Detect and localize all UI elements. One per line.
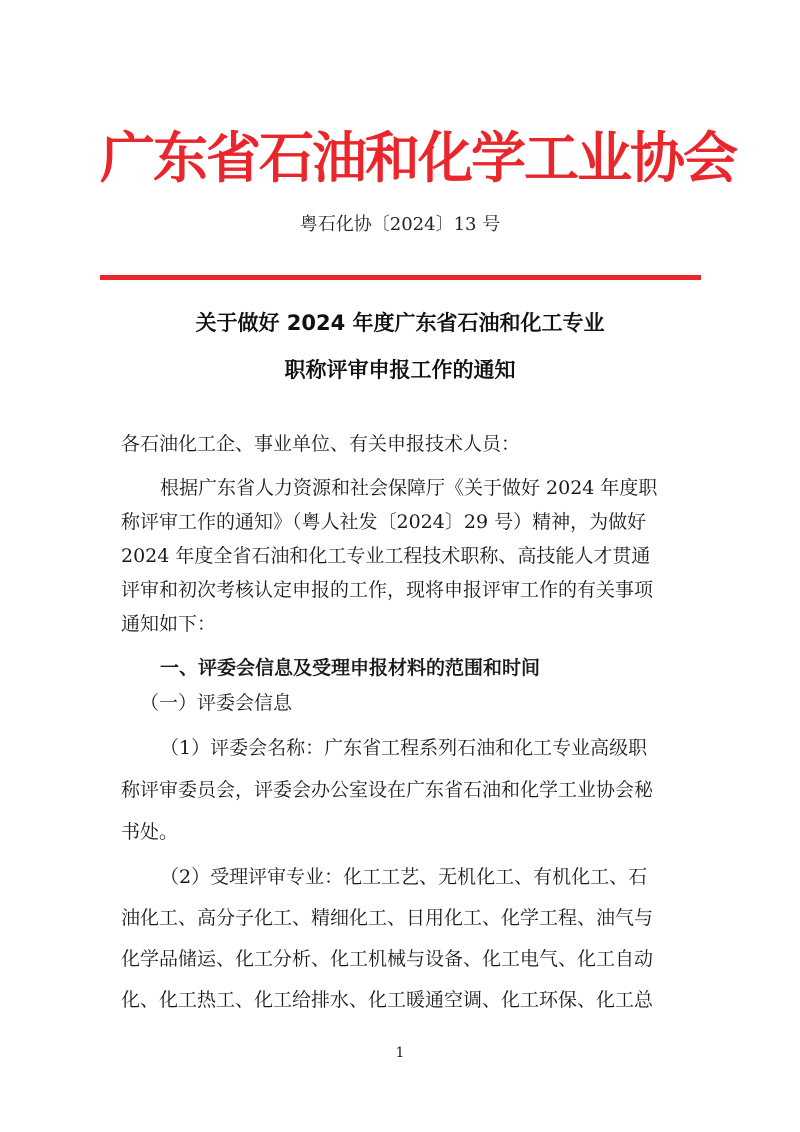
subsection-1-heading: （一）评委会信息 bbox=[140, 692, 293, 714]
item-2-line-3: 化学品储运、化工分析、化工机械与设备、化工电气、化工自动 bbox=[121, 948, 654, 970]
notice-title-line-1: 关于做好 2024 年度广东省石油和化工专业 bbox=[195, 311, 605, 335]
item-2-line-2: 油化工、高分子化工、精细化工、日用化工、化学工程、油气与 bbox=[121, 907, 654, 929]
intro-line-3: 2024 年度全省石油和化工专业工程技术职称、高技能人才贯通 bbox=[121, 545, 651, 567]
item-2-line-4: 化、化工热工、化工给排水、化工暖通空调、化工环保、化工总 bbox=[121, 989, 654, 1011]
red-divider bbox=[100, 275, 701, 280]
intro-line-4: 评审和初次考核认定申报的工作，现将申报评审工作的有关事项 bbox=[121, 579, 654, 601]
intro-line-5: 通知如下： bbox=[121, 613, 217, 635]
organization-letterhead: 广东省石油和化学工业协会 bbox=[100, 125, 737, 190]
section-1-heading: 一、评委会信息及受理申报材料的范围和时间 bbox=[160, 657, 541, 679]
intro-line-1: 根据广东省人力资源和社会保障厅《关于做好 2024 年度职 bbox=[160, 477, 658, 499]
notice-title-line-2: 职称评审申报工作的通知 bbox=[284, 358, 516, 382]
item-2-line-1: （2）受理评审专业：化工工艺、无机化工、有机化工、石 bbox=[160, 866, 648, 888]
item-1-line-2: 称评审委员会，评委会办公室设在广东省石油和化学工业协会秘 bbox=[121, 779, 654, 801]
intro-line-2: 称评审工作的通知》（粤人社发〔2024〕29 号）精神，为做好 bbox=[121, 511, 647, 533]
page-number: 1 bbox=[395, 1045, 405, 1061]
document-number: 粤石化协〔2024〕13 号 bbox=[299, 214, 501, 235]
item-1-line-1: （1）评委会名称：广东省工程系列石油和化工专业高级职 bbox=[160, 737, 648, 759]
salutation: 各石油化工企、事业单位、有关申报技术人员： bbox=[121, 433, 521, 455]
item-1-line-3: 书处。 bbox=[121, 821, 179, 843]
